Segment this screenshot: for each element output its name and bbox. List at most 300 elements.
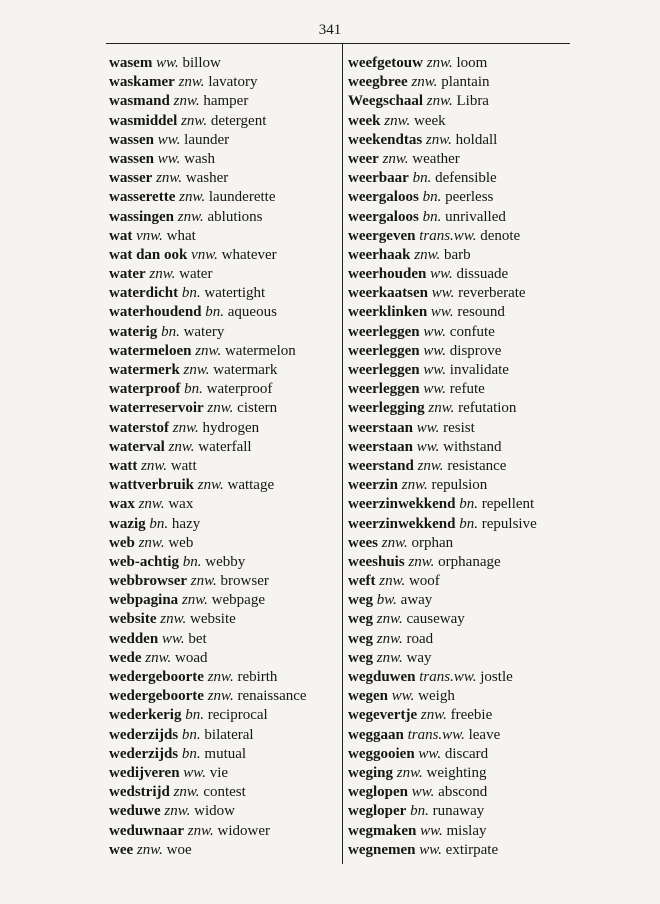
dictionary-entry bbox=[109, 457, 337, 476]
entry-headword: weergeven bbox=[348, 227, 416, 244]
entry-translation: jostle bbox=[480, 669, 513, 685]
entry-headword: weerhaak bbox=[348, 246, 411, 263]
entry-part-of-speech: ww. bbox=[156, 55, 179, 71]
dictionary-entry bbox=[348, 649, 570, 668]
dictionary-entry bbox=[348, 668, 570, 687]
entry-headword: wattverbruik bbox=[109, 477, 194, 494]
entry-headword: weging bbox=[348, 764, 393, 781]
entry-headword: wedden bbox=[109, 630, 159, 647]
entry-headword: wasem bbox=[109, 55, 153, 71]
entry-translation: launderette bbox=[208, 189, 276, 206]
entry-headword: wassen bbox=[109, 150, 155, 167]
entry-translation: watermark bbox=[213, 362, 278, 378]
entry-headword: web bbox=[109, 534, 135, 551]
entry-part-of-speech: ww. bbox=[183, 764, 206, 781]
entry-translation: invalidate bbox=[449, 362, 509, 378]
entry-headword: weg bbox=[348, 630, 373, 647]
entry-headword: wassen bbox=[109, 131, 155, 148]
dictionary-entry bbox=[348, 495, 570, 514]
entry-headword: wax bbox=[109, 496, 135, 513]
entry-part-of-speech: bn. bbox=[459, 496, 478, 513]
dictionary-entry bbox=[109, 188, 337, 207]
entry-headword: webbrowser bbox=[109, 573, 188, 590]
dictionary-entry bbox=[109, 419, 337, 438]
entry-headword: website bbox=[109, 611, 157, 628]
entry-translation: watertight bbox=[204, 285, 266, 302]
dictionary-entry bbox=[348, 208, 570, 227]
left-column bbox=[109, 54, 337, 860]
dictionary-entry bbox=[348, 284, 570, 303]
dictionary-entry bbox=[348, 534, 570, 553]
entry-headword: weft bbox=[348, 573, 376, 590]
entry-part-of-speech: znw. bbox=[414, 246, 441, 263]
entry-translation: leave bbox=[468, 726, 501, 743]
entry-part-of-speech: ww. bbox=[161, 630, 185, 647]
entry-translation: hamper bbox=[203, 93, 249, 110]
entry-translation: disprove bbox=[449, 342, 502, 359]
entry-headword: weerzin bbox=[348, 477, 398, 494]
dictionary-entry bbox=[109, 572, 337, 591]
dictionary-entry bbox=[109, 73, 337, 92]
entry-headword: week bbox=[348, 112, 381, 129]
entry-part-of-speech: znw. bbox=[173, 93, 200, 110]
entry-part-of-speech: znw. bbox=[376, 611, 403, 628]
entry-part-of-speech: znw. bbox=[376, 649, 403, 666]
entry-translation: rebirth bbox=[237, 669, 278, 685]
dictionary-entry bbox=[348, 246, 570, 265]
entry-translation: website bbox=[189, 611, 236, 628]
dictionary-entry bbox=[109, 246, 337, 265]
entry-part-of-speech: znw. bbox=[207, 400, 234, 417]
entry-part-of-speech: ww. bbox=[431, 285, 455, 302]
dictionary-entry bbox=[348, 457, 570, 476]
entry-part-of-speech: znw. bbox=[420, 707, 447, 724]
entry-headword: weerstand bbox=[348, 457, 414, 474]
entry-headword: wegloper bbox=[348, 803, 407, 820]
entry-translation: washer bbox=[185, 170, 229, 187]
entry-headword: wee bbox=[109, 841, 134, 858]
entry-headword: wede bbox=[109, 649, 142, 666]
dictionary-entry bbox=[348, 419, 570, 438]
dictionary-entry bbox=[109, 438, 337, 457]
dictionary-entry bbox=[348, 227, 570, 246]
entry-part-of-speech: bn. bbox=[410, 803, 429, 820]
entry-headword: wassingen bbox=[109, 208, 175, 225]
entry-headword: wees bbox=[348, 534, 378, 551]
entry-part-of-speech: znw. bbox=[190, 573, 217, 590]
entry-translation: peerless bbox=[445, 189, 494, 206]
entry-translation: defensible bbox=[435, 170, 497, 187]
entry-translation: mislay bbox=[446, 822, 487, 839]
entry-headword: weerhouden bbox=[348, 266, 427, 283]
entry-translation: loom bbox=[456, 55, 488, 71]
entry-part-of-speech: ww. bbox=[420, 822, 443, 839]
entry-translation: lavatory bbox=[208, 74, 258, 91]
entry-part-of-speech: znw. bbox=[164, 803, 191, 820]
entry-translation: webpage bbox=[211, 592, 265, 609]
entry-headword: weerleggen bbox=[348, 362, 420, 378]
entry-headword: waterstof bbox=[109, 419, 169, 436]
entry-part-of-speech: znw. bbox=[173, 784, 200, 801]
entry-part-of-speech: znw. bbox=[145, 649, 172, 666]
entry-part-of-speech: znw. bbox=[181, 112, 208, 129]
entry-part-of-speech: bn. bbox=[181, 726, 201, 743]
entry-translation: hydrogen bbox=[202, 419, 260, 436]
entry-translation: watery bbox=[183, 323, 225, 340]
entry-part-of-speech: bn. bbox=[161, 323, 180, 340]
entry-part-of-speech: znw. bbox=[379, 573, 406, 590]
entry-part-of-speech: znw. bbox=[138, 496, 165, 513]
dictionary-entry bbox=[348, 610, 570, 629]
entry-headword: water bbox=[109, 266, 146, 283]
dictionary-entry bbox=[348, 303, 570, 322]
entry-translation: repulsion bbox=[431, 477, 488, 494]
entry-translation: wax bbox=[168, 496, 194, 513]
entry-headword: weerzinwekkend bbox=[348, 515, 456, 532]
entry-part-of-speech: znw. bbox=[384, 112, 411, 129]
entry-translation: woe bbox=[166, 841, 192, 858]
entry-headword: waterreservoir bbox=[109, 400, 204, 417]
dictionary-entry bbox=[109, 265, 337, 284]
entry-headword: weerleggen bbox=[348, 342, 420, 359]
dictionary-entry bbox=[109, 822, 337, 841]
entry-part-of-speech: znw. bbox=[382, 150, 409, 167]
entry-translation: runaway bbox=[432, 803, 485, 820]
entry-translation: withstand bbox=[443, 438, 502, 455]
entry-part-of-speech: znw. bbox=[428, 400, 455, 417]
entry-part-of-speech: znw. bbox=[426, 93, 453, 110]
entry-part-of-speech: bn. bbox=[181, 285, 201, 302]
entry-part-of-speech: ww. bbox=[416, 438, 440, 455]
entry-translation: wattage bbox=[227, 477, 275, 494]
entry-translation: bet bbox=[188, 630, 207, 647]
entry-part-of-speech: ww. bbox=[157, 131, 181, 148]
dictionary-entry bbox=[348, 745, 570, 764]
entry-part-of-speech: bn. bbox=[182, 553, 202, 570]
entry-translation: whatever bbox=[221, 246, 277, 263]
entry-translation: dissuade bbox=[456, 266, 509, 283]
dictionary-entry bbox=[109, 726, 337, 745]
dictionary-entry bbox=[109, 284, 337, 303]
entry-headword: waterval bbox=[109, 438, 165, 455]
entry-headword: weer bbox=[348, 150, 379, 167]
dictionary-entry bbox=[348, 706, 570, 725]
entry-headword: weerstaan bbox=[348, 438, 413, 455]
entry-translation: woof bbox=[408, 573, 440, 590]
dictionary-entry bbox=[348, 342, 570, 361]
dictionary-entry bbox=[348, 438, 570, 457]
right-column bbox=[348, 54, 570, 860]
entry-translation: widow bbox=[194, 803, 235, 820]
entry-translation: weigh bbox=[418, 688, 455, 705]
entry-part-of-speech: bn. bbox=[205, 304, 225, 321]
entry-translation: plantain bbox=[441, 74, 490, 91]
entry-headword: weg bbox=[348, 649, 373, 666]
entry-headword: watt bbox=[109, 457, 138, 474]
entry-part-of-speech: bn. bbox=[422, 189, 442, 206]
entry-translation: waterproof bbox=[206, 381, 273, 398]
entry-headword: weerleggen bbox=[348, 323, 420, 340]
entry-headword: wedergeboorte bbox=[109, 669, 204, 685]
entry-headword: wederzijds bbox=[109, 726, 179, 743]
entry-translation: bilateral bbox=[204, 726, 254, 743]
dictionary-entry bbox=[348, 380, 570, 399]
entry-part-of-speech: znw. bbox=[195, 342, 222, 359]
entry-part-of-speech: znw. bbox=[177, 208, 204, 225]
entry-headword: wat dan ook bbox=[109, 246, 188, 263]
entry-translation: resound bbox=[457, 304, 505, 321]
entry-part-of-speech: bn. bbox=[412, 170, 432, 187]
entry-translation: woad bbox=[174, 649, 208, 666]
entry-headword: weerkaatsen bbox=[348, 285, 428, 302]
dictionary-entry bbox=[109, 323, 337, 342]
entry-translation: launder bbox=[184, 131, 230, 148]
dictionary-entry bbox=[109, 495, 337, 514]
entry-translation: browser bbox=[220, 573, 269, 590]
entry-translation: resist bbox=[443, 419, 475, 436]
entry-part-of-speech: trans.ww. bbox=[419, 669, 477, 685]
entry-part-of-speech: trans.ww. bbox=[407, 726, 465, 743]
entry-part-of-speech: vnw. bbox=[136, 227, 163, 244]
entry-translation: vie bbox=[209, 764, 229, 781]
entry-headword: wat bbox=[109, 227, 133, 244]
dictionary-entry bbox=[109, 591, 337, 610]
dictionary-entry bbox=[109, 112, 337, 131]
dictionary-entry bbox=[348, 726, 570, 745]
dictionary-entry bbox=[109, 649, 337, 668]
entry-headword: weerbaar bbox=[348, 170, 409, 187]
entry-part-of-speech: znw. bbox=[179, 189, 206, 206]
entry-part-of-speech: bn. bbox=[459, 515, 478, 532]
dictionary-entry bbox=[109, 169, 337, 188]
entry-part-of-speech: znw. bbox=[408, 553, 435, 570]
entry-translation: repulsive bbox=[481, 515, 537, 532]
entry-part-of-speech: znw. bbox=[156, 170, 183, 187]
entry-translation: billow bbox=[182, 55, 221, 71]
entry-translation: waterfall bbox=[198, 438, 252, 455]
entry-translation: aqueous bbox=[227, 304, 277, 321]
dictionary-entry bbox=[348, 764, 570, 783]
entry-part-of-speech: bn. bbox=[181, 745, 201, 762]
entry-part-of-speech: ww. bbox=[423, 323, 447, 340]
entry-translation: cistern bbox=[237, 400, 278, 417]
dictionary-entry bbox=[109, 668, 337, 687]
entry-headword: wegnemen bbox=[348, 841, 416, 858]
dictionary-entry bbox=[348, 687, 570, 706]
dictionary-entry bbox=[109, 745, 337, 764]
entry-part-of-speech: znw. bbox=[381, 534, 408, 551]
dictionary-entry bbox=[109, 553, 337, 572]
dictionary-entry bbox=[109, 92, 337, 111]
entry-translation: Libra bbox=[456, 93, 489, 110]
dictionary-entry bbox=[348, 476, 570, 495]
dictionary-entry bbox=[109, 783, 337, 802]
entry-headword: weeshuis bbox=[348, 553, 405, 570]
entry-part-of-speech: ww. bbox=[418, 745, 442, 762]
entry-translation: freebie bbox=[450, 707, 493, 724]
entry-translation: discard bbox=[444, 745, 489, 762]
entry-headword: waterproof bbox=[109, 381, 181, 398]
dictionary-entry bbox=[348, 112, 570, 131]
entry-translation: wash bbox=[184, 150, 215, 167]
dictionary-entry bbox=[109, 802, 337, 821]
entry-headword: weduwnaar bbox=[109, 822, 185, 839]
entry-translation: mutual bbox=[204, 745, 247, 762]
dictionary-entry bbox=[348, 54, 570, 73]
entry-headword: waterdicht bbox=[109, 285, 179, 302]
entry-part-of-speech: znw. bbox=[149, 266, 176, 283]
entry-part-of-speech: znw. bbox=[417, 457, 444, 474]
dictionary-entry bbox=[109, 706, 337, 725]
entry-translation: watt bbox=[170, 457, 197, 474]
entry-translation: refute bbox=[449, 381, 485, 398]
entry-headword: weduwe bbox=[109, 803, 161, 820]
entry-part-of-speech: znw. bbox=[141, 457, 168, 474]
entry-translation: ablutions bbox=[207, 208, 263, 225]
entry-headword: weg bbox=[348, 611, 373, 628]
dictionary-entry bbox=[109, 515, 337, 534]
entry-part-of-speech: znw. bbox=[183, 362, 210, 378]
entry-part-of-speech: ww. bbox=[411, 784, 435, 801]
entry-part-of-speech: bn. bbox=[184, 381, 203, 398]
entry-translation: webby bbox=[205, 553, 246, 570]
entry-translation: denote bbox=[480, 227, 521, 244]
dictionary-entry bbox=[109, 227, 337, 246]
entry-translation: weather bbox=[412, 150, 460, 167]
dictionary-entry bbox=[348, 73, 570, 92]
page-number: 341 bbox=[318, 22, 342, 38]
entry-translation: reciprocal bbox=[207, 707, 268, 724]
entry-headword: wederzijds bbox=[109, 745, 179, 762]
entry-part-of-speech: ww. bbox=[416, 419, 440, 436]
entry-headword: weerleggen bbox=[348, 381, 420, 398]
entry-translation: way bbox=[406, 649, 432, 666]
entry-headword: weglopen bbox=[348, 784, 408, 801]
entry-translation: orphan bbox=[411, 534, 454, 551]
entry-headword: weerzinwekkend bbox=[348, 496, 456, 513]
entry-part-of-speech: znw. bbox=[138, 534, 165, 551]
entry-part-of-speech: znw. bbox=[411, 74, 438, 91]
entry-headword: weerklinken bbox=[348, 304, 428, 321]
entry-part-of-speech: ww. bbox=[419, 841, 442, 858]
dictionary-entry bbox=[348, 323, 570, 342]
entry-part-of-speech: vnw. bbox=[191, 246, 218, 263]
dictionary-entry bbox=[348, 802, 570, 821]
entry-headword: waskamer bbox=[109, 74, 175, 91]
dictionary-entry bbox=[109, 150, 337, 169]
entry-headword: wazig bbox=[109, 515, 146, 532]
entry-translation: weighting bbox=[426, 764, 487, 781]
dictionary-entry bbox=[348, 822, 570, 841]
entry-headword: weg bbox=[348, 592, 373, 609]
entry-translation: widower bbox=[217, 822, 270, 839]
dictionary-entry bbox=[348, 265, 570, 284]
dictionary-entry bbox=[109, 131, 337, 150]
dictionary-entry bbox=[109, 687, 337, 706]
entry-headword: wegduwen bbox=[348, 669, 416, 685]
entry-headword: waterhoudend bbox=[109, 304, 202, 321]
entry-headword: wasmand bbox=[109, 93, 170, 110]
entry-headword: wegevertje bbox=[348, 707, 418, 724]
entry-translation: web bbox=[168, 534, 194, 551]
dictionary-entry bbox=[109, 342, 337, 361]
entry-part-of-speech: znw. bbox=[181, 592, 208, 609]
dictionary-entry bbox=[348, 553, 570, 572]
dictionary-entry bbox=[109, 303, 337, 322]
entry-headword: waterig bbox=[109, 323, 158, 340]
dictionary-entry bbox=[348, 188, 570, 207]
entry-translation: unrivalled bbox=[445, 208, 506, 225]
entry-part-of-speech: znw. bbox=[401, 477, 428, 494]
entry-headword: wasser bbox=[109, 170, 153, 187]
dictionary-entry bbox=[109, 361, 337, 380]
dictionary-entry bbox=[109, 630, 337, 649]
dictionary-entry bbox=[109, 764, 337, 783]
entry-part-of-speech: znw. bbox=[396, 764, 423, 781]
entry-headword: weggooien bbox=[348, 745, 415, 762]
dictionary-entry bbox=[348, 572, 570, 591]
entry-headword: weergaloos bbox=[348, 208, 419, 225]
dictionary-entry bbox=[109, 54, 337, 73]
entry-translation: reverberate bbox=[458, 285, 526, 302]
entry-part-of-speech: znw. bbox=[160, 611, 187, 628]
entry-part-of-speech: ww. bbox=[157, 150, 181, 167]
dictionary-entry bbox=[348, 515, 570, 534]
entry-part-of-speech: bn. bbox=[185, 707, 204, 724]
entry-translation: resistance bbox=[447, 457, 507, 474]
dictionary-entry bbox=[348, 150, 570, 169]
entry-headword: watermerk bbox=[109, 362, 180, 378]
entry-part-of-speech: ww. bbox=[430, 304, 454, 321]
dictionary-entry bbox=[109, 610, 337, 629]
dictionary-entry bbox=[109, 208, 337, 227]
entry-translation: water bbox=[179, 266, 213, 283]
entry-headword: weefgetouw bbox=[348, 55, 423, 71]
entry-headword: wegen bbox=[348, 688, 388, 705]
dictionary-entry bbox=[348, 131, 570, 150]
entry-part-of-speech: ww. bbox=[391, 688, 415, 705]
entry-headword: wedstrijd bbox=[109, 784, 170, 801]
entry-translation: confute bbox=[449, 323, 495, 340]
dictionary-entry bbox=[109, 476, 337, 495]
header-rule bbox=[106, 43, 570, 44]
entry-translation: holdall bbox=[455, 131, 498, 148]
entry-part-of-speech: bn. bbox=[422, 208, 442, 225]
dictionary-entry bbox=[348, 169, 570, 188]
entry-translation: hazy bbox=[171, 515, 201, 532]
entry-part-of-speech: znw. bbox=[207, 669, 234, 685]
entry-part-of-speech: znw. bbox=[376, 630, 403, 647]
dictionary-entry bbox=[109, 534, 337, 553]
entry-part-of-speech: bn. bbox=[149, 515, 169, 532]
entry-headword: webpagina bbox=[109, 592, 179, 609]
entry-headword: wasserette bbox=[109, 189, 176, 206]
entry-headword: wederkerig bbox=[109, 707, 182, 724]
entry-translation: barb bbox=[443, 246, 471, 263]
entry-headword: weekendtas bbox=[348, 131, 423, 148]
entry-headword: web-achtig bbox=[109, 553, 179, 570]
entry-translation: extirpate bbox=[445, 841, 499, 858]
entry-translation: contest bbox=[203, 784, 246, 801]
entry-translation: renaissance bbox=[237, 688, 307, 705]
dictionary-entry bbox=[348, 399, 570, 418]
entry-part-of-speech: ww. bbox=[423, 381, 447, 398]
entry-headword: weggaan bbox=[348, 726, 404, 743]
dictionary-entry bbox=[348, 361, 570, 380]
dictionary-entry bbox=[109, 841, 337, 860]
entry-part-of-speech: znw. bbox=[178, 74, 205, 91]
entry-translation: orphanage bbox=[438, 553, 501, 570]
